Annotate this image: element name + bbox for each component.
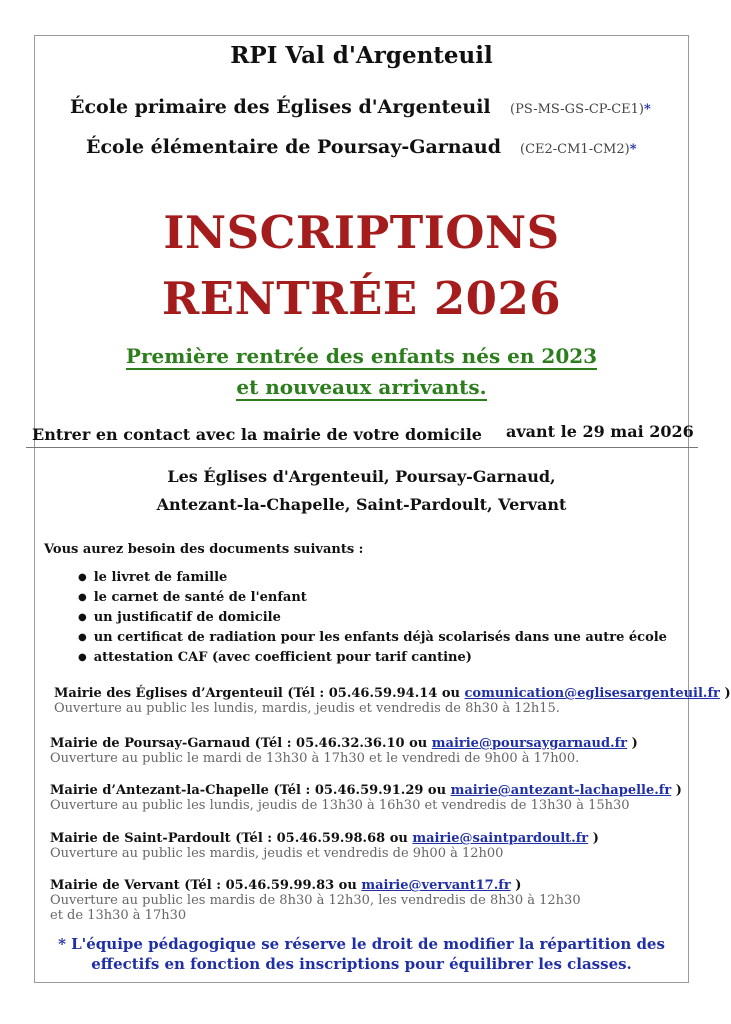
- mairie-vervant: [50, 878, 581, 923]
- mairie-poursay: [50, 736, 638, 766]
- school-levels-text: (PS-MS-GS-CP-CE1): [510, 102, 644, 117]
- mairie-eglises: [54, 686, 731, 716]
- subheadline-text: et nouveaux arrivants.: [236, 375, 487, 399]
- mairie-hours-continued: et de 13h30 à 17h30: [50, 908, 187, 923]
- mairie-name: Mairie des Églises d’Argenteuil: [54, 686, 283, 701]
- list-item: ● le livret de famille: [78, 568, 667, 588]
- mairie-phone: (Tél : 05.46.59.94.14 ou: [287, 686, 460, 701]
- documents-intro: Vous aurez besoin des documents suivants :: [44, 542, 364, 557]
- mairie-name: Mairie d’Antezant-la-Chapelle: [50, 783, 269, 798]
- list-item: ● le carnet de santé de l'enfant: [78, 588, 667, 608]
- mairie-hours: Ouverture au public les mardis, jeudis et vendredis de 9h00 à 12h00: [50, 846, 504, 861]
- mairie-close-paren: ): [592, 831, 599, 846]
- mairie-phone: (Tél : 05.46.59.98.68 ou: [235, 831, 408, 846]
- school-name-eglises: École primaire des Églises d'Argenteuil: [70, 96, 491, 118]
- mairie-phone: (Tél : 05.46.32.36.10 ou: [254, 736, 428, 751]
- documents-list: [78, 568, 667, 668]
- communes-line2: Antezant-la-Chapelle, Saint-Pardoult, Vervant: [156, 495, 567, 514]
- mairie-contact-line: [50, 831, 599, 846]
- mairie-close-paren: ): [675, 783, 682, 798]
- mairie-close-paren: ): [724, 686, 731, 701]
- mairie-contact-line: [50, 878, 581, 893]
- mairie-contact-line: [50, 783, 682, 798]
- mairie-hours: Ouverture au public les lundis, mardis, jeudis et vendredis de 8h30 à 12h15.: [54, 701, 560, 716]
- school-name-poursay: École élémentaire de Poursay-Garnaud: [86, 136, 502, 158]
- list-item: ● un certificat de radiation pour les enfants déjà scolarisés dans une autre école: [78, 628, 667, 648]
- mairie-phone: (Tél : 05.46.59.91.29 ou: [273, 783, 447, 798]
- footnote: [0, 934, 723, 975]
- mairie-saint-pardoult: [50, 831, 599, 861]
- footnote-star: *: [644, 102, 651, 117]
- footnote-star: *: [629, 142, 637, 157]
- mairie-email-link[interactable]: mairie@poursaygarnaud.fr: [431, 736, 628, 751]
- mairie-name: Mairie de Saint-Pardoult: [50, 831, 231, 846]
- headline-rentree: RENTRÉE 2026: [161, 272, 562, 325]
- mairie-email-link[interactable]: mairie@vervant17.fr: [361, 878, 511, 893]
- school-levels-poursay: [520, 142, 637, 157]
- mairie-contact-line: [54, 686, 731, 701]
- headline-inscriptions: INSCRIPTIONS: [163, 206, 560, 259]
- mairie-email-link[interactable]: comunication@eglisesargenteuil.fr: [464, 686, 720, 701]
- mairie-name: Mairie de Vervant: [50, 878, 180, 893]
- contact-instruction: Entrer en contact avec la mairie de votre domicile: [32, 425, 482, 444]
- section-divider: [26, 447, 698, 448]
- footnote-line2: effectifs en fonction des inscriptions pour équilibrer les classes.: [91, 955, 632, 974]
- mairie-email-link[interactable]: mairie@saintpardoult.fr: [412, 831, 589, 846]
- mairie-hours: Ouverture au public le mardi de 13h30 à 17h30 et le vendredi de 9h00 à 17h00.: [50, 751, 580, 766]
- mairie-contact-line: [50, 736, 638, 751]
- school-levels-text: (CE2-CM1-CM2): [520, 142, 630, 157]
- subheadline-line1: [0, 344, 723, 370]
- subheadline-line2: [0, 375, 723, 401]
- mairie-hours: Ouverture au public les lundis, jeudis de 13h30 à 16h30 et vendredis de 13h30 à 15h30: [50, 798, 630, 813]
- poster-title: RPI Val d'Argenteuil: [230, 42, 493, 69]
- mairie-antezant: [50, 783, 682, 813]
- mairie-email-link[interactable]: mairie@antezant-lachapelle.fr: [450, 783, 672, 798]
- mairie-close-paren: ): [515, 878, 522, 893]
- contact-deadline: avant le 29 mai 2026: [506, 422, 694, 441]
- mairie-name: Mairie de Poursay-Garnaud: [50, 736, 251, 751]
- school-levels-eglises: [510, 102, 651, 117]
- mairie-close-paren: ): [631, 736, 638, 751]
- communes-line1: Les Églises d'Argenteuil, Poursay-Garnaud,: [167, 467, 556, 486]
- mairie-hours: Ouverture au public les mardis de 8h30 à 12h30, les vendredis de 8h30 à 12h30: [50, 893, 581, 908]
- list-item: ● un justificatif de domicile: [78, 608, 667, 628]
- subheadline-text: Première rentrée des enfants nés en 2023: [125, 344, 598, 368]
- footnote-line1: * L'équipe pédagogique se réserve le droit de modifier la répartition des: [58, 935, 665, 953]
- mairie-phone: (Tél : 05.46.59.99.83 ou: [184, 878, 357, 893]
- list-item: ● attestation CAF (avec coefficient pour tarif cantine): [78, 648, 667, 668]
